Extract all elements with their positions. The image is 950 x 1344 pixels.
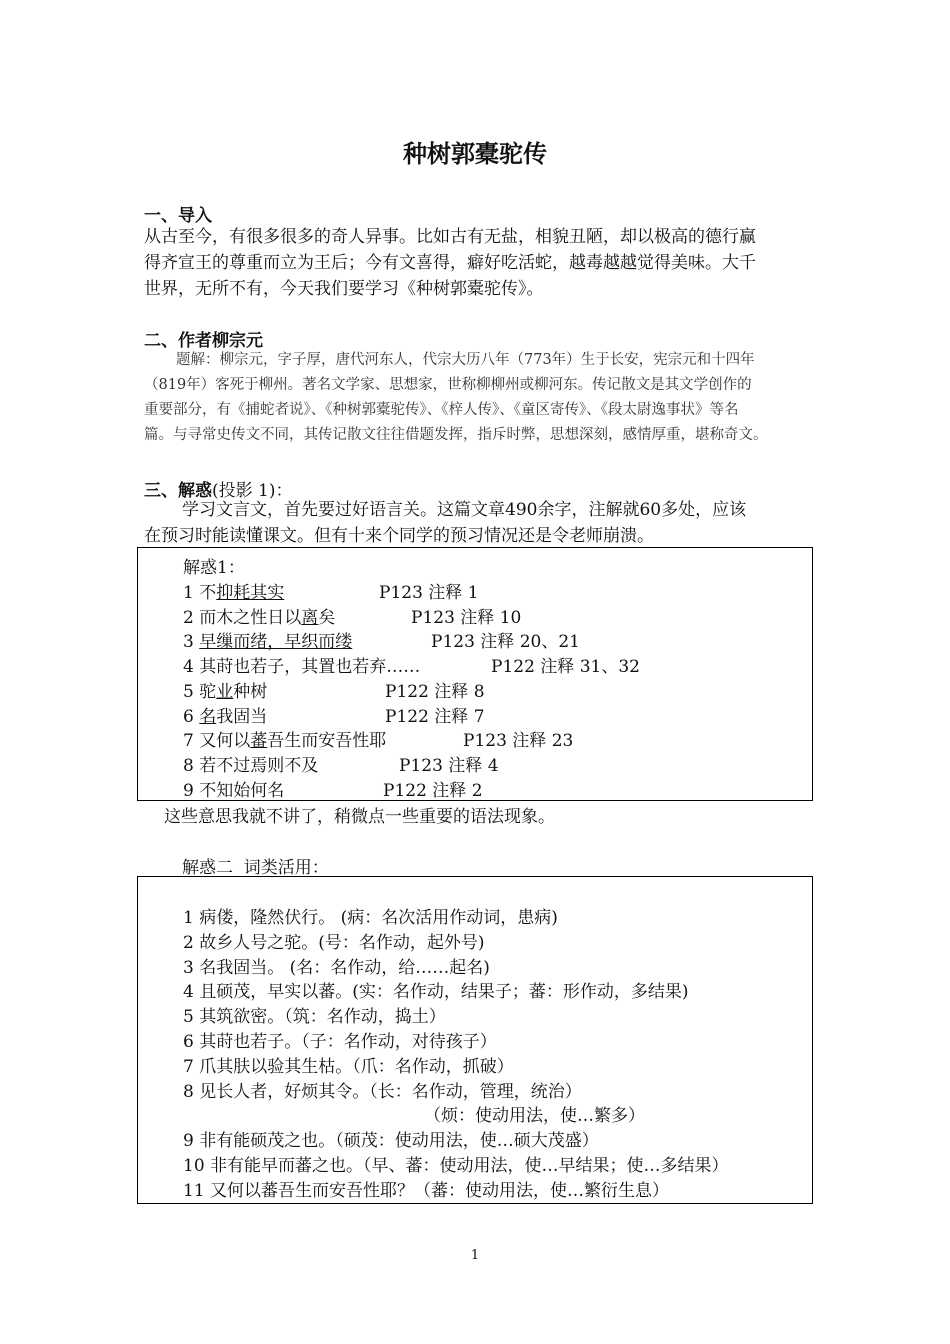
- section-heading-intro: 一、导入: [144, 206, 212, 226]
- box2-item: 3 名我固当。 (名：名作动，给……起名): [183, 957, 490, 978]
- intro-paragraph: [144, 224, 810, 302]
- explain-line: 学习文言文，首先要过好语言关。这篇文章490余字，注解就60多处，应该: [182, 500, 747, 520]
- page-title: 种树郭橐驼传: [403, 140, 547, 168]
- box1-item-text: 其莳也若子，其置也若弃……: [199, 657, 421, 678]
- box1-item: [183, 652, 640, 678]
- box1-item-number: 8: [183, 755, 194, 776]
- box1-item-text: 吾生而安吾性耶: [267, 731, 387, 752]
- box2-label: 解惑二 词类活用：: [182, 858, 329, 878]
- intro-line: 得齐宣王的尊重而立为王后；今有文喜得，癖好吃活蛇，越毒越越觉得美味。大千: [144, 253, 756, 273]
- intro-line: 从古至今，有很多很多的奇人异事。比如古有无盐，相貌丑陋，却以极高的德行赢: [144, 227, 756, 247]
- box1-item-text: 而木之性日以: [199, 607, 302, 628]
- box1-item-number: 4: [183, 657, 194, 678]
- box1-item-number: 5: [183, 681, 194, 702]
- author-paragraph: [144, 348, 824, 448]
- author-line: 重要部分，有《捕蛇者说》、《种树郭橐驼传》、《梓人传》、《童区寄传》、《段太尉逸事状》等名: [144, 402, 739, 418]
- box1-item-text: 不: [199, 583, 217, 603]
- box1-item: [183, 726, 574, 752]
- box1-item-text: 矣: [318, 607, 336, 628]
- box1-item: [183, 702, 485, 727]
- box1-item-number: 3: [183, 632, 194, 653]
- box2-item: 1 病偻，隆然伏行。 (病：名次活用作动词，患病): [183, 908, 558, 928]
- box1-item: [183, 627, 580, 653]
- box2-item: 6 其莳也若子。（子：名作动，对待孩子）: [183, 1032, 497, 1052]
- box2-item: 4 且硕茂，早实以蕃。(实：名作动，结果子；蕃：形作动，多结果): [183, 982, 689, 1003]
- box1-item-number: 9: [183, 780, 194, 801]
- box1-item-reference: P123 注释 4: [399, 755, 499, 776]
- author-line: 题解：柳宗元，字子厚，唐代河东人，代宗大历八年（773年）生于长安，宪宗元和十四年: [176, 352, 755, 368]
- box2-item: 2 故乡人号之驼。(号：名作动，起外号): [183, 932, 485, 953]
- box2-item: 7 爪其肤以验其生枯。（爪：名作动，抓破）: [183, 1056, 514, 1077]
- box2-item: 11 又何以蕃吾生而安吾性耶？（蕃：使动用法，使…繁衍生息）: [183, 1180, 670, 1201]
- box1-item: [183, 603, 522, 628]
- box1-item-text: 不知始何名: [199, 780, 285, 801]
- box1-item-number: 7: [183, 731, 194, 752]
- page-number: 1: [470, 1248, 480, 1263]
- box1-item-reference: P123 注释 10: [411, 607, 522, 628]
- box1-header: 解惑1：: [183, 558, 245, 578]
- box1-item-underlined: 离: [301, 607, 319, 628]
- box1-item-text: 若不过焉则不及: [199, 755, 319, 776]
- box1-item-text: 种树: [233, 681, 268, 702]
- box1-item-reference: P123 注释 1: [379, 583, 479, 603]
- box1-item-underlined: 抑耗其实: [216, 583, 285, 603]
- box1-item-number: 6: [183, 706, 194, 727]
- box1-item-text: 我固当: [216, 706, 268, 727]
- explain-line: 在预习时能读懂课文。但有十来个同学的预习情况还是令老师崩溃。: [144, 526, 654, 546]
- section-heading-author: 二、作者柳宗元: [144, 331, 263, 351]
- box1-item-text: 又何以: [199, 731, 251, 752]
- box2-item: 5 其筑欲密。（筑：名作动，捣土）: [183, 1007, 446, 1028]
- explain-paragraph: [144, 497, 810, 549]
- box1-item-underlined: 蕃: [250, 731, 268, 752]
- box2-item: （烦：使动用法，使…繁多）: [424, 1106, 645, 1127]
- box1-item-reference: P122 注释 31、32: [491, 657, 640, 678]
- notes-box-2: [137, 876, 813, 1204]
- box1-item: [183, 677, 485, 702]
- box1-item-underlined: 业: [216, 681, 234, 702]
- box1-item-reference: P122 注释 2: [383, 780, 483, 801]
- section-heading-suffix: (投影 1)：: [212, 481, 293, 501]
- box1-item-number: 2: [183, 607, 194, 628]
- box1-item-underlined: 早缫而绪，早织而缕: [199, 632, 353, 653]
- section-heading-text: 三、解惑: [144, 481, 212, 501]
- intro-line: 世界，无所不有，今天我们要学习《种树郭橐驼传》。: [144, 279, 544, 299]
- box1-item-reference: P122 注释 8: [385, 681, 485, 702]
- after-box1-text: 这些意思我就不讲了，稍微点一些重要的语法现象。: [164, 807, 555, 827]
- box1-item: [183, 578, 479, 603]
- box1-item-underlined: 名: [199, 706, 217, 727]
- notes-box-1: [137, 547, 813, 801]
- author-line: （819年）客死于柳州。著名文学家、思想家，世称柳柳州或柳河东。传记散文是其文学创作的: [144, 377, 752, 393]
- box1-item-reference: P122 注释 7: [385, 706, 485, 727]
- box1-item-text: 驼: [199, 681, 217, 702]
- box1-item: [183, 776, 483, 801]
- author-line: 篇。与寻常史传文不同，其传记散文往往借题发挥，指斥时弊，思想深刻，感情厚重，堪称奇文。: [144, 427, 768, 443]
- box2-item: 10 非有能早而蕃之也。（早、蕃：使动用法，使…早结果；使…多结果）: [183, 1156, 729, 1176]
- box1-item: [183, 751, 499, 776]
- box2-item: 9 非有能硕茂之也。（硕茂：使动用法，使…硕大茂盛）: [183, 1131, 599, 1152]
- box2-item: 8 见长人者，好烦其令。（长：名作动，管理，统治）: [183, 1081, 582, 1102]
- box1-item-number: 1: [183, 583, 194, 603]
- box1-item-reference: P123 注释 20、21: [431, 632, 580, 653]
- box1-item-reference: P123 注释 23: [463, 731, 574, 752]
